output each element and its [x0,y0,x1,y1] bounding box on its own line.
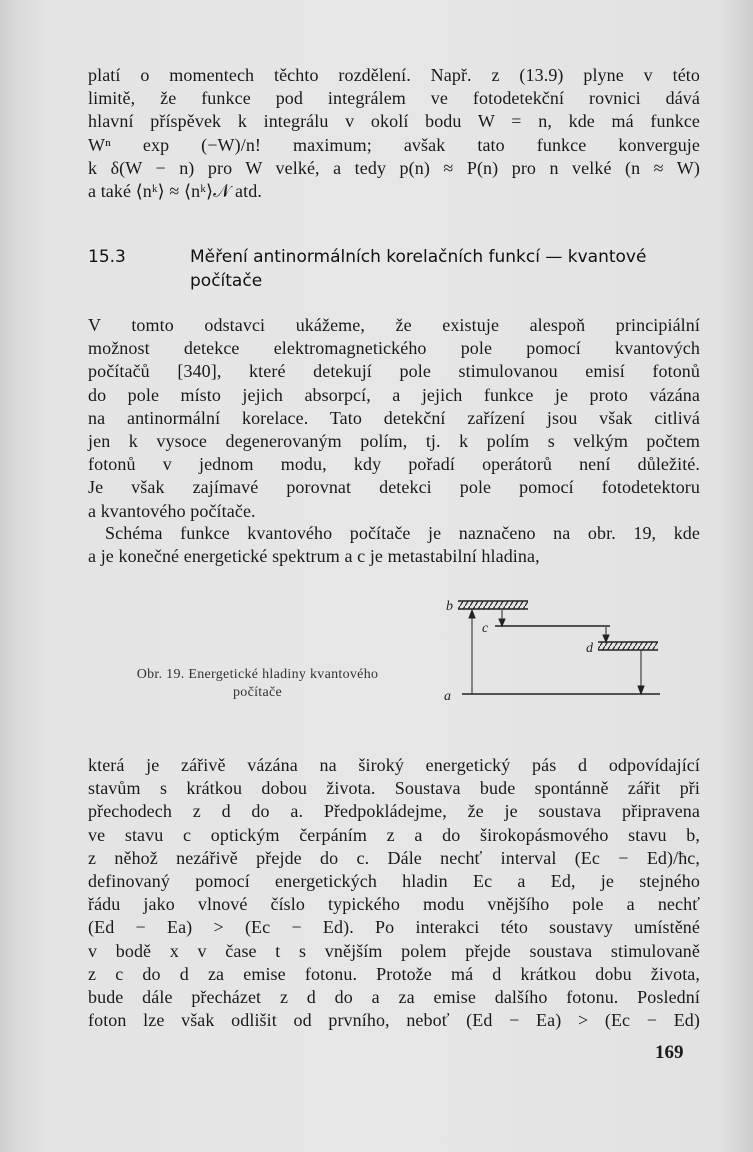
text-line: limitě, že funkce pod integrálem ve fotodetekční rovnici dává [88,88,700,109]
text-line: definovaný pomocí energetických hladin Ec a Ed, je stejného [88,871,700,891]
label-a: a [444,689,451,704]
text-line: a je konečné energetické spektrum a c je metastabilní hladina, [88,546,540,567]
text-line: platí o momentech těchto rozdělení. Např. z (13.9) plyne v této [88,65,700,85]
text-line: (Ed − Ea) > (Ec − Ed). Po interakci této soustavy umístěné [88,917,700,938]
text-line: jen k vysoce degenerovaným polím, tj. k polím s velkým počtem [88,431,700,451]
text-line: foton lze však odlišit od prvního, neboť (Ed − Ea) > (Ec − Ed) [88,1010,700,1031]
text-line: z něhož nezářivě přejde do c. Dále nechť interval (Ec − Ed)/ħc, [88,847,700,868]
figure-caption [85,666,430,702]
text-line: která je zářivě vázána na široký energetický pás d odpovídající [88,755,700,775]
text-line: Wⁿ exp (−W)/n! maximum; avšak tato funkce konverguje [88,134,700,155]
text-line: řádu jako vlnové číslo typického modu vnějšího pole a nechť [88,894,700,915]
text-line: hlavní příspěvek k integrálu v okolí bodu W = n, kde má funkce [88,111,700,132]
text-line: do pole místo jejich absorpcí, a jejich funkce je proto vázána [88,384,700,405]
text-line: a také ⟨nᵏ⟩ ≈ ⟨nᵏ⟩𝒩 atd. [88,181,262,201]
text-line: Schéma funkce kvantového počítače je naznačeno na obr. 19, kde [105,523,700,543]
caption-line: počítače [232,685,283,700]
caption-line: Obr. 19. Energetické hladiny kvantového [136,667,379,682]
text-line: na antinormální korelace. Tato detekční zařízení jsou však citlivá [88,407,700,428]
text-line: k δ(W − n) pro W velké, a tedy p(n) ≈ P(n) pro n velké (n ≈ W) [88,157,700,178]
section-number: 15.3 [88,247,126,267]
label-d: d [586,641,593,656]
text-line: V tomto odstavci ukážeme, že existuje alespoň principiální [88,315,700,335]
text-line: a kvantového počítače. [88,500,256,521]
text-line: Je však zajímavé porovnat detekci pole pomocí fotodetektoru [88,477,700,498]
section-title-cont: počítače [190,271,263,291]
energy-level-diagram [430,590,670,715]
text-line: ve stavu c optickým čerpáním z a do širokopásmového stavu b, [88,824,700,845]
page-number: 169 [655,1042,684,1063]
section-title: Měření antinormálních korelačních funkcí — kvantové [190,247,647,267]
text-line: možnost detekce elektromagnetického pole pomocí kvantových [88,338,700,359]
text-line: z c do d za emise fotonu. Protože má d krátkou dobu života, [88,963,700,984]
text-line: fotonů v jednom modu, kdy pořadí operátorů není důležité. [88,454,700,475]
transition-arrows [469,610,644,694]
text-line: počítačů [340], které detekují pole stimulovanou emisí fotonů [88,361,700,382]
text-line: stavům s krátkou dobou života. Soustava bude spontánně zářit při [88,778,700,799]
label-b: b [446,599,453,614]
text-line: přechodech z d do a. Předpokládejme, že je soustava připravena [88,801,700,822]
text-line: v bodě x v čase t s vnějším polem přejde soustava stimulovaně [88,940,700,961]
text-line: bude dále přecházet z d do a za emise dalšího fotonu. Poslední [88,987,700,1007]
level-b [458,601,528,609]
level-d [598,642,658,650]
label-c: c [482,621,489,636]
